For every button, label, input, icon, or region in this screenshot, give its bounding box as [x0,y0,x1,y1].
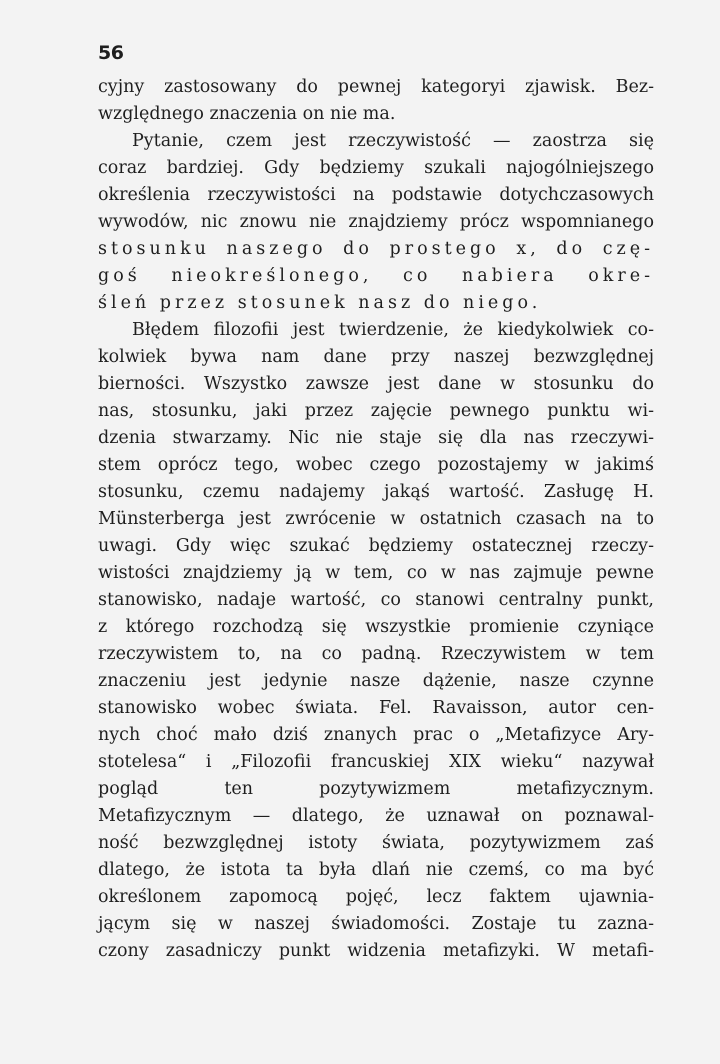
text-line: nych choć mało dziś znanych prac o „Metafizyce Ary- [98,725,654,745]
text-line: jącym się w naszej świadomości. Zostaje tu zazna- [98,914,654,934]
text-line: stanowisko, nadaje wartość, co stanowi centralny punkt, [98,590,654,610]
text-line: Błędem filozofii jest twierdzenie, że kiedykolwiek co- [132,320,654,340]
text-line: Metafizycznym — dlatego, że uznawał on poznawal- [98,806,654,826]
text-line: kolwiek bywa nam dane przy naszej bezwzględnej [98,347,654,367]
text-line: rzeczywistem to, na co padną. Rzeczywistem w tem [98,644,654,664]
text-line: coraz bardziej. Gdy będziemy szukali najogólniejszego [98,158,654,178]
text-line: określenia rzeczywistości na podstawie dotychczasowych [98,185,654,205]
text-line: stosunku, czemu nadajemy jakąś wartość. Zasługę H. [98,482,654,502]
text-line: Pytanie, czem jest rzeczywistość — zaostrza się [132,131,654,151]
text-line: uwagi. Gdy więc szukać będziemy ostatecznej rzeczy- [98,536,654,556]
text-line: stanowisko wobec świata. Fel. Ravaisson, autor cen- [98,698,654,718]
text-line: dzenia stwarzamy. Nic nie staje się dla nas rzeczywi- [98,428,654,448]
text-line: dlatego, że istota ta była dlań nie czemś, co ma być [98,860,654,880]
text-line: stosunku naszego do prostego x, do czę- [98,239,654,259]
text-line: śleń przez stosunek nasz do niego. [98,293,542,313]
text-line: pogląd ten pozytywizmem metafizycznym. [98,779,654,799]
text-line: stotelesa“ i „Filozofii francuskiej XIX wieku“ nazywał [98,752,654,772]
text-line: Münsterberga jest zwrócenie w ostatnich czasach na to [98,509,654,529]
text-line: bierności. Wszystko zawsze jest dane w stosunku do [98,374,654,394]
text-line: stem oprócz tego, wobec czego pozostajemy w jakimś [98,455,654,475]
text-line: określonem zapomocą pojęć, lecz faktem ujawnia- [98,887,654,907]
text-line: z którego rozchodzą się wszystkie promienie czyniące [98,617,654,637]
text-line: wistości znajdziemy ją w tem, co w nas zajmuje pewne [98,563,654,583]
text-line: wywodów, nic znowu nie znajdziemy prócz wspomnianego [98,212,654,232]
text-line: ność bezwzględnej istoty świata, pozytywizmem zaś [98,833,654,853]
text-line: względnego znaczenia on nie ma. [98,104,396,124]
page-number: 56 [98,42,124,64]
text-line: cyjny zastosowany do pewnej kategoryi zjawisk. Bez- [98,77,654,97]
text-line: znaczeniu jest jedynie nasze dążenie, nasze czynne [98,671,654,691]
text-line: czony zasadniczy punkt widzenia metafizyki. W metafi- [98,941,654,961]
text-line: nas, stosunku, jaki przez zajęcie pewnego punktu wi- [98,401,654,421]
text-line: goś nieokreślonego, co nabiera okre- [98,266,654,286]
body-text [98,74,654,965]
